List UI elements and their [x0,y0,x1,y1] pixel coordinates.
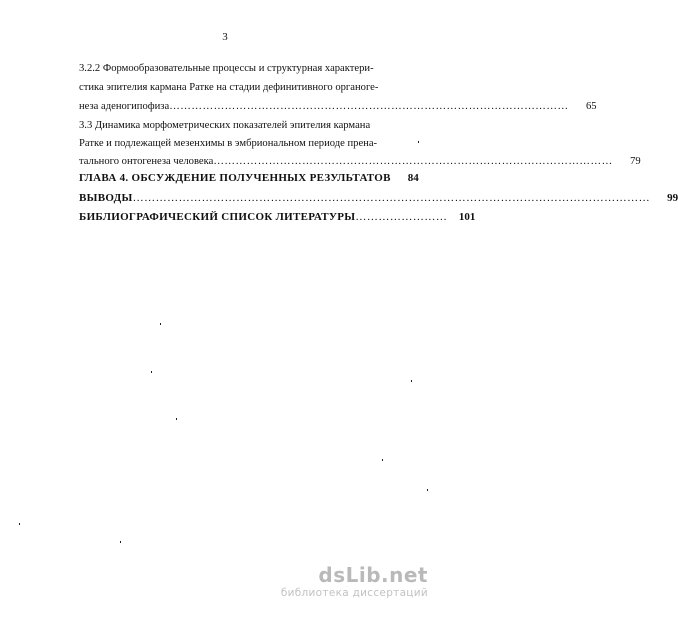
toc-bibliography [79,210,476,224]
toc-entry-3-3-line-1: 3.3 Динамика морфометрических показателей эпителия кармана [79,120,371,131]
toc-chapter-4 [79,171,417,185]
toc-conclusions-page: 99 [667,192,678,204]
scan-speck [176,418,177,420]
scan-speck [427,489,428,491]
toc-conclusions [79,191,678,205]
toc-entry-3-3-page: 79 [630,156,641,167]
dot-leader: ……………………………………………………………………………………………… [213,156,613,167]
watermark [281,564,428,600]
scan-speck [151,371,152,373]
toc-chapter-4-page: 84 [407,172,419,184]
page-number: 3 [222,31,228,43]
scan-speck [160,323,161,325]
toc-entry-3-2-2-line-2: стика эпителия кармана Ратке на стадии дефинитивного органоге- [79,82,379,93]
toc-entry-3-3-line-2: Ратке и подлежащей мезенхимы в эмбриональном периоде прена- [79,138,378,149]
scan-speck [19,523,20,525]
toc-conclusions-title: ВЫВОДЫ [79,192,133,204]
scan-speck [411,380,412,382]
toc-entry-3-3-title-end: тального онтогенеза человека [79,156,214,167]
toc-entry-3-2-2-title-end: неза аденогипофиза [79,101,170,112]
toc-bibliography-page: 101 [458,211,476,223]
dot-leader: ……………………………………………………………………………………………… [169,101,569,112]
toc-chapter-4-title: ГЛАВА 4. ОБСУЖДЕНИЕ ПОЛУЧЕННЫХ РЕЗУЛЬТАТОВ [79,172,391,184]
toc-entry-3-2-2-line-3 [79,100,597,114]
toc-bibliography-title: БИБЛИОГРАФИЧЕСКИЙ СПИСОК ЛИТЕРАТУРЫ [79,211,356,223]
toc-entry-3-2-2-page: 65 [585,101,597,112]
dot-leader: ……………………………………………………………………………………………………………………… [132,192,651,204]
watermark-subtitle: библиотека диссертаций [280,587,428,599]
watermark-logo: dsLib.net [318,563,428,587]
scan-speck [418,141,419,143]
toc-entry-3-3-line-3 [79,155,641,169]
scan-speck [120,541,121,543]
toc-entry-3-2-2-line-1: 3.2.2 Формообразовательные процессы и структурная характери- [79,63,374,74]
scan-speck [382,459,383,461]
dot-leader: …………………… [355,211,448,223]
